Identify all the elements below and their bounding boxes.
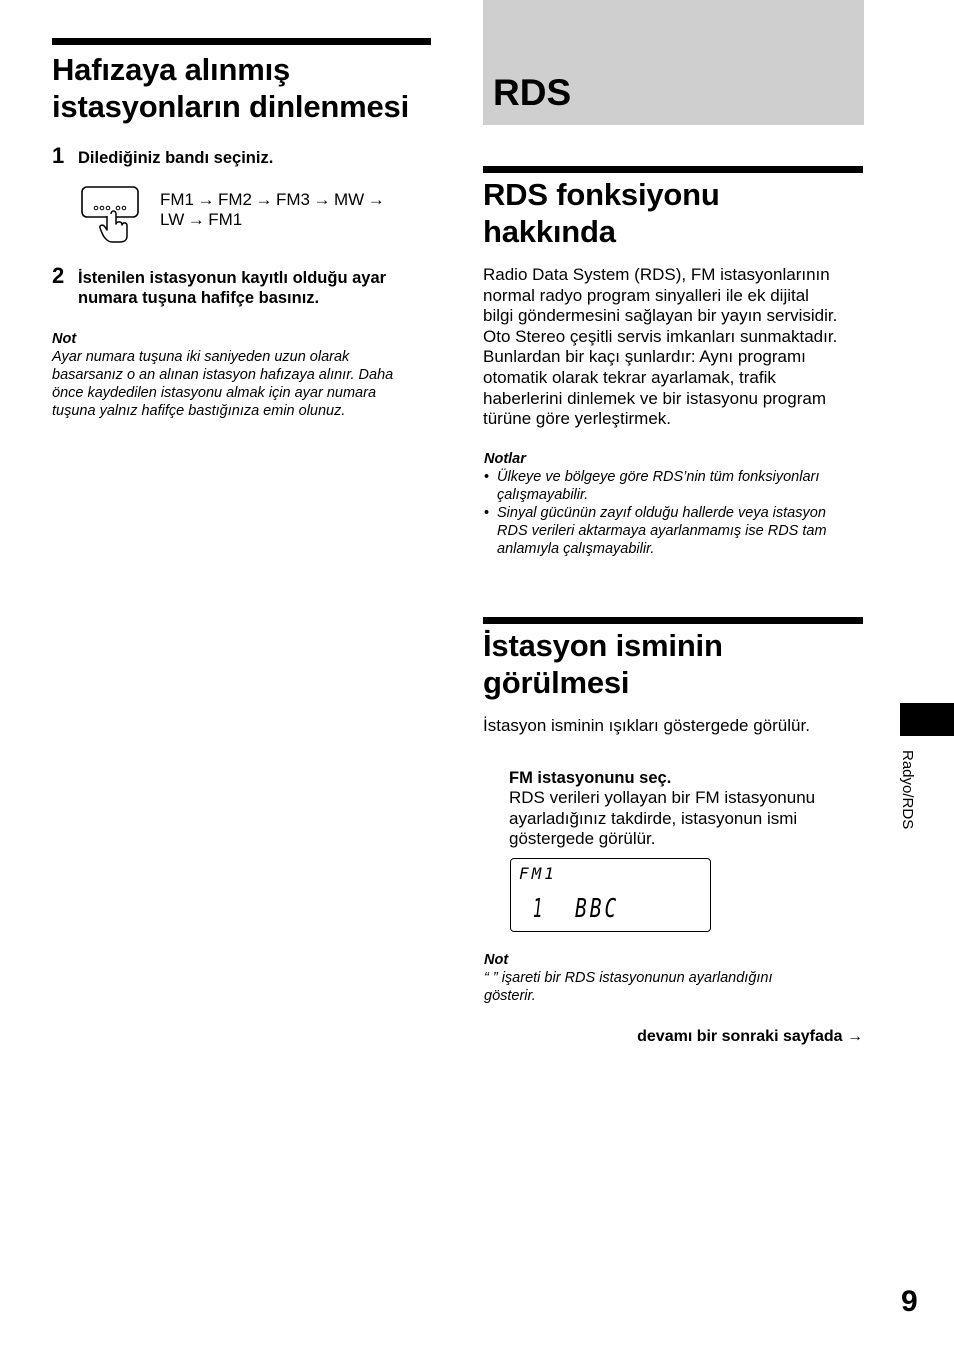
rds-notes-title: Notlar	[484, 451, 526, 467]
list-item	[484, 504, 874, 558]
rds-desc-line: Radio Data System (RDS), FM istasyonlarının	[483, 265, 830, 284]
rds-notes-list	[484, 468, 874, 558]
station-title-line1: İstasyon isminin	[483, 628, 723, 663]
left-title-rule	[52, 38, 431, 45]
left-title-line2: istasyonların dinlenmesi	[52, 89, 409, 124]
note-line: anlamıyla çalışmayabilir.	[497, 541, 655, 557]
rds-description	[483, 265, 873, 430]
station-name-section-rule	[483, 617, 863, 624]
note-line: Ülkeye ve bölgeye göre RDS’nin tüm fonksiyonları	[497, 469, 820, 485]
rds-desc-line: bilgi göndermesini sağlayan bir yayın servisidir.	[483, 306, 838, 326]
rds-desc-line: otomatik olarak tekrar ayarlamak, trafik	[483, 367, 776, 387]
arrow-5: →	[187, 210, 205, 229]
left-note-line4: tuşuna yalnız hafifçe bastığınıza emin olunuz.	[52, 403, 346, 419]
step-1-number: 1	[52, 143, 65, 168]
station-step-body	[509, 788, 869, 850]
band-fm3: FM3	[276, 190, 310, 209]
station-step-line: RDS verileri yollayan bir FM istasyonunu	[509, 788, 816, 807]
band-mw: MW	[334, 190, 365, 209]
continued-next-page: devamı bir sonraki sayfada →	[637, 1028, 863, 1045]
left-note-line1: Ayar numara tuşuna iki saniyeden uzun olarak	[52, 349, 350, 365]
rds-desc-line: normal radyo program sinyalleri ile ek dijital	[483, 285, 809, 305]
station-note-line2: gösterir.	[484, 988, 536, 1004]
station-name-intro: İstasyon isminin ışıkları göstergede görülür.	[483, 716, 810, 735]
rds-section-rule	[483, 166, 863, 173]
arrow-3: →	[313, 190, 331, 209]
station-step-title: FM istasyonunu seç.	[509, 769, 672, 787]
step-1-text: Dilediğiniz bandı seçiniz.	[78, 149, 274, 167]
station-title-line2: görülmesi	[483, 665, 630, 700]
left-title-line1: Hafızaya alınmış	[52, 52, 291, 87]
rds-title-line2: hakkında	[483, 214, 616, 249]
step-2-line2: numara tuşuna hafifçe basınız.	[78, 289, 320, 307]
band-fm1-return: FM1	[208, 210, 243, 229]
rds-desc-line: haberlerini dinlemek ve bir istasyonu program	[483, 388, 826, 408]
left-note	[52, 330, 442, 420]
left-note-line2: basarsanız o an alınan istasyon hafızaya alınır. Daha	[52, 367, 394, 383]
bullet: •	[484, 505, 490, 521]
side-tab-marker	[900, 703, 954, 736]
left-note-line3: önce kaydedilen istasyonu almak için ayar numara	[52, 385, 377, 401]
arrow-4: →	[367, 190, 385, 209]
arrow-1: →	[197, 190, 215, 209]
station-step-line: göstergede görülür.	[509, 829, 656, 849]
step-2-number: 2	[52, 263, 65, 288]
rds-desc-line: türüne göre yerleştirmek.	[483, 409, 672, 429]
band-lw: LW	[160, 210, 185, 229]
rds-desc-line: Oto Stereo çeşitli servis imkanları sunmaktadır.	[483, 326, 838, 346]
rds-banner	[483, 0, 864, 125]
lcd-band: FM1	[519, 864, 557, 883]
side-tab-label: Radyo/RDS	[899, 750, 916, 830]
station-name-section-title	[483, 627, 863, 701]
bullet: •	[484, 469, 490, 485]
lcd-preset: 1	[533, 894, 543, 924]
band-fm1: FM1	[160, 190, 194, 209]
rds-notes	[484, 450, 874, 558]
rds-section-title	[483, 176, 863, 250]
band-sequence	[160, 190, 430, 230]
arrow-2: →	[255, 190, 273, 209]
lcd-display	[510, 858, 711, 932]
station-step-line: ayarladığınız takdirde, istasyonun ismi	[509, 808, 798, 828]
band-fm2: FM2	[218, 190, 252, 209]
station-note-title: Not	[484, 952, 509, 968]
lcd-station-name: BBC	[575, 894, 620, 924]
page-number: 9	[901, 1285, 918, 1318]
note-line: RDS verileri aktarmaya ayarlanmamış ise RDS tam	[497, 523, 827, 539]
step-2-text	[78, 268, 438, 308]
note-line: çalışmayabilir.	[497, 487, 589, 503]
left-note-title: Not	[52, 331, 77, 347]
step-2-line1: İstenilen istasyonun kayıtlı olduğu ayar	[78, 269, 387, 287]
rds-title-line1: RDS fonksiyonu	[483, 177, 720, 212]
station-note	[484, 951, 874, 1005]
rds-banner-title: RDS	[493, 72, 572, 113]
left-section-title	[52, 51, 452, 125]
list-item	[484, 468, 874, 504]
station-note-line1: “ ” işareti bir RDS istasyonunun ayarlandığını	[484, 970, 773, 986]
rds-desc-line: Bunlardan bir kaçı şunlardır: Aynı programı	[483, 347, 806, 367]
note-line: Sinyal gücünün zayıf olduğu hallerde veya istasyon	[497, 505, 826, 521]
source-button-press-icon	[80, 184, 142, 244]
